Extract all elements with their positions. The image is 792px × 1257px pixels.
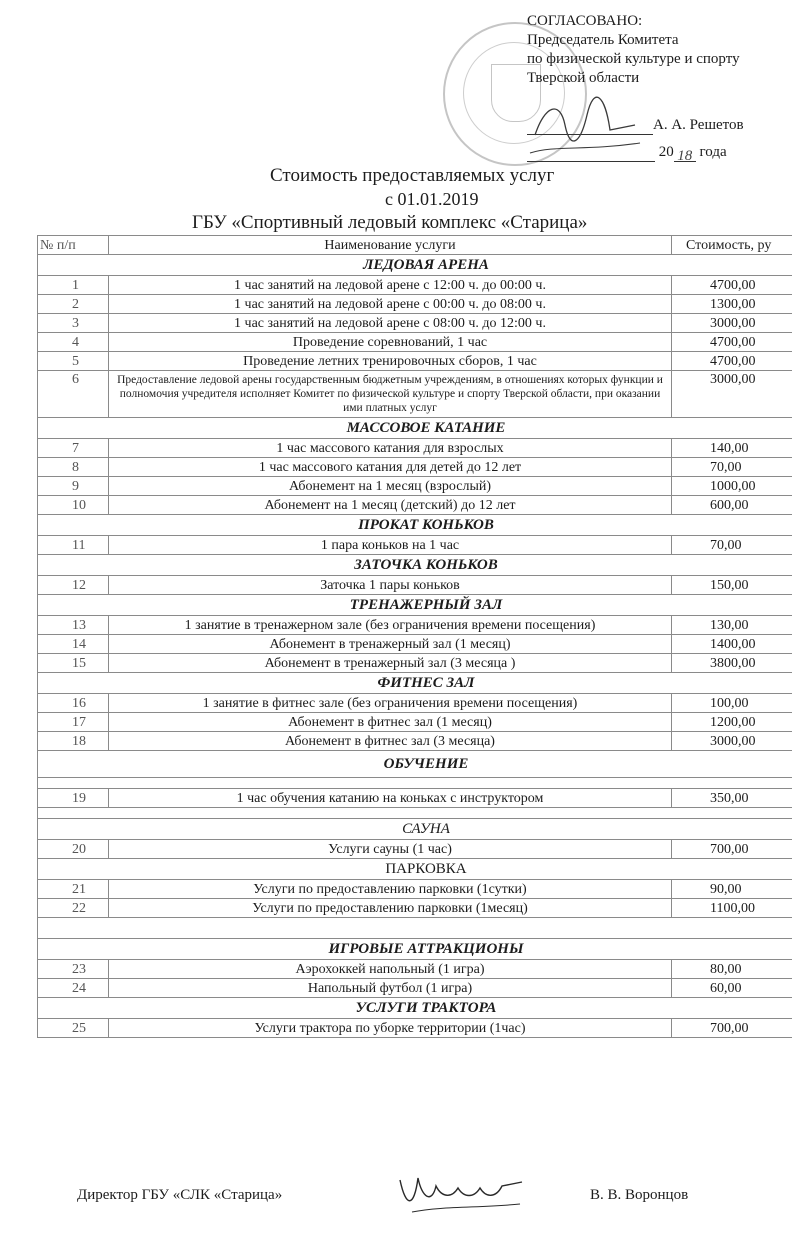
section-title: УСЛУГИ ТРАКТОРА (38, 998, 792, 1019)
table-header-row (38, 236, 792, 255)
director-signature (392, 1168, 532, 1218)
table-row: 25 Услуги трактора по уборке территории (1час) 700,00 (38, 1019, 792, 1038)
table-row: 3 1 час занятий на ледовой арене с 08:00 ч. до 12:00 ч. 3000,00 (38, 314, 792, 333)
table-row: 11 1 пара коньков на 1 час 70,00 (38, 536, 792, 555)
table-row: 12 Заточка 1 пары коньков 150,00 (38, 576, 792, 595)
section-row (38, 673, 792, 694)
section-title: ЗАТОЧКА КОНЬКОВ (38, 555, 792, 576)
table-row: 5 Проведение летних тренировочных сборов, 1 час 4700,00 (38, 352, 792, 371)
price-table (37, 235, 792, 1038)
approval-block (527, 12, 744, 164)
table-row: 10 Абонемент на 1 месяц (детский) до 12 лет 600,00 (38, 496, 792, 515)
table-row: 8 1 час массового катания для детей до 12 лет 70,00 (38, 458, 792, 477)
table-row: 4 Проведение соревнований, 1 час 4700,00 (38, 333, 792, 352)
table-row: 20 Услуги сауны (1 час) 700,00 (38, 840, 792, 859)
section-row (38, 555, 792, 576)
section-title: ПАРКОВКА (38, 859, 792, 880)
chairman-signature (525, 95, 645, 155)
section-title: ФИТНЕС ЗАЛ (38, 673, 792, 694)
spacer-row (38, 808, 792, 819)
approval-date-line: 20 18 года (527, 143, 727, 162)
table-row: 23 Аэрохоккей напольный (1 игра) 80,00 (38, 960, 792, 979)
table-row: 19 1 час обучения катанию на коньках с инструктором 350,00 (38, 789, 792, 808)
table-row: 17 Абонемент в фитнес зал (1 месяц) 1200,00 (38, 713, 792, 732)
table-row: 6 Предоставление ледовой арены государственным бюджетным учреждениям, в отношениях которых функции и полномочия учредителя исполняет Комитет по физической культуре и спорту Тверской области, при оказании ими платных услуг 3000,00 (38, 371, 792, 418)
table-row: 9 Абонемент на 1 месяц (взрослый) 1000,00 (38, 477, 792, 496)
approval-line-2: по физической культуре и спорту (527, 51, 740, 67)
spacer-row (38, 918, 792, 939)
approval-line-3: Тверской области (527, 70, 640, 86)
section-row (38, 859, 792, 880)
header-name: Наименование услуги (109, 236, 672, 255)
table-row: 2 1 час занятий на ледовой арене с 00:00 ч. до 08:00 ч. 1300,00 (38, 295, 792, 314)
section-row (38, 819, 792, 840)
section-title: ОБУЧЕНИЕ (38, 751, 792, 778)
section-title: ТРЕНАЖЕРНЫЙ ЗАЛ (38, 595, 792, 616)
header-price: Стоимость, ру (672, 236, 792, 255)
approval-signer: А. А. Решетов (653, 117, 744, 133)
section-row (38, 998, 792, 1019)
section-title: МАССОВОЕ КАТАНИЕ (38, 418, 792, 439)
approval-year: 18 (674, 147, 696, 162)
section-title: САУНА (38, 819, 792, 840)
section-row (38, 255, 792, 276)
table-row: 16 1 занятие в фитнес зале (без ограничения времени посещения) 100,00 (38, 694, 792, 713)
table-row: 1 1 час занятий на ледовой арене с 12:00 ч. до 00:00 ч. 4700,00 (38, 276, 792, 295)
table-row: 15 Абонемент в тренажерный зал (3 месяца ) 3800,00 (38, 654, 792, 673)
section-title: ПРОКАТ КОНЬКОВ (38, 515, 792, 536)
table-row: 14 Абонемент в тренажерный зал (1 месяц) 1400,00 (38, 635, 792, 654)
section-row (38, 515, 792, 536)
spacer-row (38, 778, 792, 789)
table-row: 22 Услуги по предоставлению парковки (1месяц) 1100,00 (38, 899, 792, 918)
header-num: № п/п (38, 236, 109, 255)
approval-heading: СОГЛАСОВАНО: (527, 13, 643, 29)
director-label: Директор ГБУ «СЛК «Старица» (77, 1187, 283, 1203)
title-line-1: Стоимость предоставляемых услуг (270, 165, 555, 186)
title-line-3: ГБУ «Спортивный ледовый комплекс «Старица» (192, 212, 588, 233)
section-title: ИГРОВЫЕ АТТРАКЦИОНЫ (38, 939, 792, 960)
table-row: 24 Напольный футбол (1 игра) 60,00 (38, 979, 792, 998)
title-line-2: с 01.01.2019 (385, 189, 479, 209)
section-row (38, 939, 792, 960)
section-row (38, 751, 792, 778)
director-name: В. В. Воронцов (590, 1187, 689, 1203)
table-row: 13 1 занятие в тренажерном зале (без ограничения времени посещения) 130,00 (38, 616, 792, 635)
table-row: 18 Абонемент в фитнес зал (3 месяца) 3000,00 (38, 732, 792, 751)
section-row (38, 595, 792, 616)
table-row: 7 1 час массового катания для взрослых 140,00 (38, 439, 792, 458)
section-title: ЛЕДОВАЯ АРЕНА (38, 255, 792, 276)
table-row: 21 Услуги по предоставлению парковки (1сутки) 90,00 (38, 880, 792, 899)
section-row (38, 418, 792, 439)
approval-line-1: Председатель Комитета (527, 32, 679, 48)
